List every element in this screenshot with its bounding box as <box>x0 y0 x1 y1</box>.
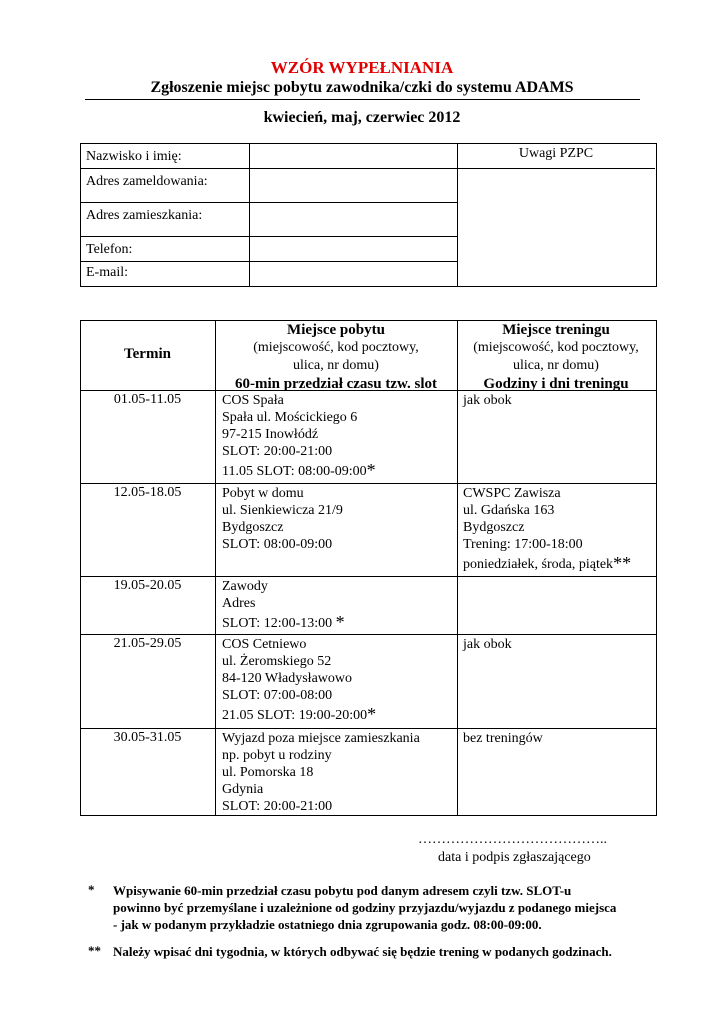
footnote-mark: ** <box>613 553 632 573</box>
training-line: CWSPC Zawisza <box>463 486 561 501</box>
row-stay <box>222 485 343 553</box>
stay-header-sub: (miejscowość, kod pocztowy, <box>253 340 419 355</box>
stay-line: SLOT: 12:00-13:00 <box>222 616 336 631</box>
stay-line: Pobyt w domu <box>222 486 304 501</box>
stay-line: ul. Sienkiewicza 21/9 <box>222 503 343 518</box>
form-title: WZÓR WYPEŁNIANIA <box>270 58 454 77</box>
row-term: 30.05-31.05 <box>113 730 182 745</box>
schedule-table-divider <box>80 576 656 577</box>
training-line: ul. Gdańska 163 <box>463 503 555 518</box>
field-registered-address-label: Adres zameldowania: <box>86 174 208 189</box>
column-header-term: Termin <box>124 346 171 362</box>
schedule-table-divider <box>457 320 458 815</box>
training-line: jak obok <box>463 393 512 408</box>
personal-table-divider <box>457 168 655 169</box>
schedule-table-divider <box>80 483 656 484</box>
stay-line: 21.05 SLOT: 19:00-20:00 <box>222 708 368 723</box>
stay-line: SLOT: 20:00-21:00 <box>222 444 333 459</box>
stay-line: Gdynia <box>222 782 264 797</box>
stay-header-slot: 60-min przedział czasu tzw. slot <box>234 376 438 392</box>
header-divider <box>85 99 640 100</box>
schedule-table-divider <box>215 320 216 815</box>
stay-line: COS Spała <box>222 393 284 408</box>
personal-table-divider <box>80 168 457 169</box>
stay-line: Adres <box>222 596 256 611</box>
stay-line: Zawody <box>222 579 268 594</box>
signature-label: data i podpis zgłaszającego <box>438 850 591 865</box>
training-header-sub: (miejscowość, kod pocztowy, <box>473 340 639 355</box>
row-stay <box>222 392 376 480</box>
stay-header-title: Miejsce pobytu <box>287 322 385 338</box>
footnote-mark: * <box>367 704 377 724</box>
personal-table-divider <box>80 236 457 237</box>
stay-line: 11.05 SLOT: 08:00-09:00 <box>222 464 367 479</box>
training-line: Trening: 17:00-18:00 <box>463 537 583 552</box>
training-line: Bydgoszcz <box>463 520 525 535</box>
personal-table-divider <box>457 143 458 286</box>
footnote-mark: * <box>366 460 376 480</box>
training-header-sub: ulica, nr domu) <box>513 358 599 373</box>
stay-line: Wyjazd poza miejsce zamieszkania <box>222 731 420 746</box>
row-term: 19.05-20.05 <box>113 578 182 593</box>
footnote-mark: * <box>335 612 345 632</box>
footnote-mark-star: * <box>88 882 95 897</box>
row-stay <box>222 636 376 724</box>
stay-line: COS Cetniewo <box>222 637 307 652</box>
stay-line: SLOT: 07:00-08:00 <box>222 688 333 703</box>
row-training <box>463 392 512 409</box>
personal-table-divider <box>80 202 457 203</box>
form-subtitle: Zgłoszenie miejsc pobytu zawodnika/czki do systemu ADAMS <box>150 79 574 96</box>
stay-line: Bydgoszcz <box>222 520 284 535</box>
footnote-line: Wpisywanie 60-min przedział czasu pobytu pod danym adresem czyli tzw. SLOT-u <box>113 883 572 898</box>
stay-line: 84-120 Władysławowo <box>222 671 352 686</box>
footnote-text <box>113 882 673 933</box>
field-phone-label: Telefon: <box>86 242 133 257</box>
schedule-table-divider <box>80 634 656 635</box>
stay-line: np. pobyt u rodziny <box>222 748 332 763</box>
row-term: 01.05-11.05 <box>113 392 182 407</box>
personal-table-divider <box>80 261 457 262</box>
training-days: poniedziałek, środa, piątek <box>463 557 614 572</box>
footnote-mark-double-star: ** <box>88 943 101 958</box>
field-residence-address-label: Adres zamieszkania: <box>86 208 203 223</box>
stay-line: Spała ul. Mościckiego 6 <box>222 410 358 425</box>
stay-line: 97-215 Inowłódź <box>222 427 319 442</box>
row-training <box>463 485 631 573</box>
footnote-line: Należy wpisać dni tygodnia, w których odbywać się będzie trening w podanych godzinach. <box>113 944 612 959</box>
row-stay <box>222 730 420 815</box>
stay-line: SLOT: 20:00-21:00 <box>222 799 333 814</box>
field-name-label: Nazwisko i imię: <box>86 149 182 164</box>
stay-line: SLOT: 08:00-09:00 <box>222 537 333 552</box>
row-training <box>463 730 543 747</box>
column-header-stay <box>215 321 457 393</box>
row-training <box>463 636 512 653</box>
remarks-label: Uwagi PZPC <box>518 146 594 161</box>
training-header-title: Miejsce treningu <box>502 322 610 338</box>
stay-header-sub: ulica, nr domu) <box>293 358 379 373</box>
footnote-line: powinno być przemyślane i uzależnione od godziny przyjazdu/wyjazdu z podanego miejsca <box>113 900 617 915</box>
form-period: kwiecień, maj, czerwiec 2012 <box>263 109 461 126</box>
field-email-label: E-mail: <box>86 265 128 280</box>
row-stay <box>222 578 345 632</box>
signature-line: ………………………………….. <box>418 832 607 847</box>
training-line: bez treningów <box>463 731 543 746</box>
footnote-text <box>113 943 673 960</box>
column-header-training <box>457 321 655 393</box>
training-header-hours: Godziny i dni treningu <box>483 376 629 392</box>
row-term: 12.05-18.05 <box>113 485 182 500</box>
personal-table-divider <box>249 143 250 286</box>
training-line: jak obok <box>463 637 512 652</box>
schedule-table-divider <box>80 728 656 729</box>
row-term: 21.05-29.05 <box>113 636 182 651</box>
footnote-line: - jak w podanym przykładzie ostatniego dnia zgrupowania godz. 08:00-09:00. <box>113 917 542 932</box>
stay-line: ul. Żeromskiego 52 <box>222 654 332 669</box>
stay-line: ul. Pomorska 18 <box>222 765 314 780</box>
